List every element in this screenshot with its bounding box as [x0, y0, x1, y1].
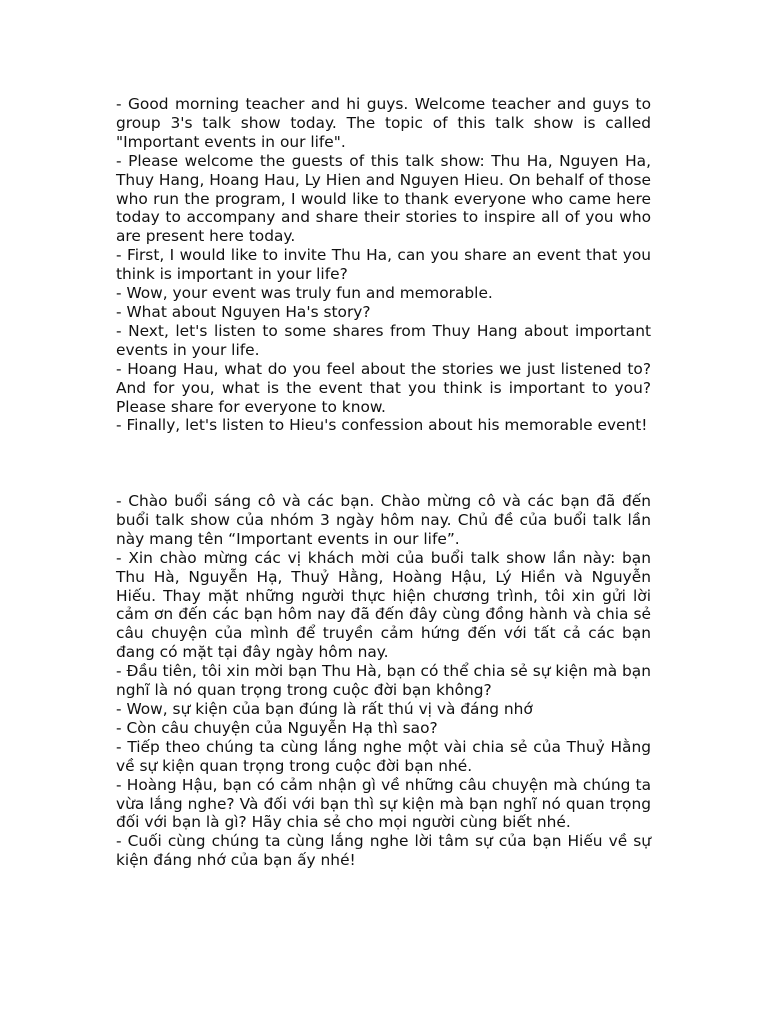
english-paragraph-thuy-hang: - Next, let's listen to some shares from Thuy Hang about important events in your life. [116, 321, 651, 359]
english-paragraph-invite-thu-ha: - First, I would like to invite Thu Ha, can you share an event that you think is important in your life? [116, 246, 651, 284]
english-paragraph-hoang-hau: - Hoang Hau, what do you feel about the stories we just listened to? And for you, what is the event that you think is important to you? Please share for everyone to know. [116, 359, 651, 416]
english-paragraph-greeting: - Good morning teacher and hi guys. Welcome teacher and guys to group 3's talk show today. The topic of this talk show is called "Important events in our life". [116, 95, 651, 151]
vietnamese-paragraph-wow: - Wow, sự kiện của bạn đúng là rất thú vị và đáng nhớ [116, 699, 533, 718]
vietnamese-paragraph-finally-hieu: - Cuối cùng chúng ta cùng lắng nghe lời tâm sự của bạn Hiếu về sự kiện đáng nhớ của bạn ấy nhé! [116, 832, 651, 870]
vietnamese-script-section [116, 492, 651, 870]
vietnamese-paragraph-hoang-hau: - Hoàng Hậu, bạn có cảm nhận gì về những câu chuyện mà chúng ta vừa lắng nghe? Và đối với bạn thì sự kiện mà bạn nghĩ nó quan trọng đối với bạn là gì? Hãy chia sẻ cho mọi người cùng biết nhé. [116, 775, 651, 832]
vietnamese-paragraph-invite-thu-ha: - Đầu tiên, tôi xin mời bạn Thu Hà, bạn có thể chia sẻ sự kiện mà bạn nghĩ là nó quan trọng trong cuộc đời bạn không? [116, 662, 651, 700]
vietnamese-paragraph-greeting: - Chào buổi sáng cô và các bạn. Chào mừng cô và các bạn đã đến buổi talk show của nhóm 3 ngày hôm nay. Chủ đề của buổi talk lần này mang tên “Important events in our life”. [116, 492, 651, 548]
english-script-section [116, 95, 651, 435]
english-paragraph-finally-hieu: - Finally, let's listen to Hieu's confession about his memorable event! [116, 416, 648, 435]
english-paragraph-nguyen-ha: - What about Nguyen Ha's story? [116, 302, 371, 321]
english-paragraph-welcome-guests: - Please welcome the guests of this talk show: Thu Ha, Nguyen Ha, Thuy Hang, Hoang Hau, Ly Hien and Nguyen Hieu. On behalf of those who run the program, I would like to thank everyone who came here today to accompany and share their stories to inspire all of you who are present here today. [116, 151, 651, 246]
vietnamese-paragraph-thuy-hang: - Tiếp theo chúng ta cùng lắng nghe một vài chia sẻ của Thuỷ Hằng về sự kiện quan trọng trong cuộc đời bạn nhé. [116, 737, 651, 775]
vietnamese-paragraph-welcome-guests: - Xin chào mừng các vị khách mời của buổi talk show lần này: bạn Thu Hà, Nguyễn Hạ, Thuỷ Hằng, Hoàng Hậu, Lý Hiền và Nguyễn Hiếu. Thay mặt những người thực hiện chương trình, tôi xin gửi lời cảm ơn đến các bạn hôm nay đã đến đây cùng đồng hành và chia sẻ câu chuyện của mình để truyền cảm hứng đến với tất cả các bạn đang có mặt tại đây ngày hôm nay. [116, 548, 651, 662]
english-paragraph-wow: - Wow, your event was truly fun and memorable. [116, 284, 493, 303]
vietnamese-paragraph-nguyen-ha: - Còn câu chuyện của Nguyễn Hạ thì sao? [116, 718, 438, 737]
